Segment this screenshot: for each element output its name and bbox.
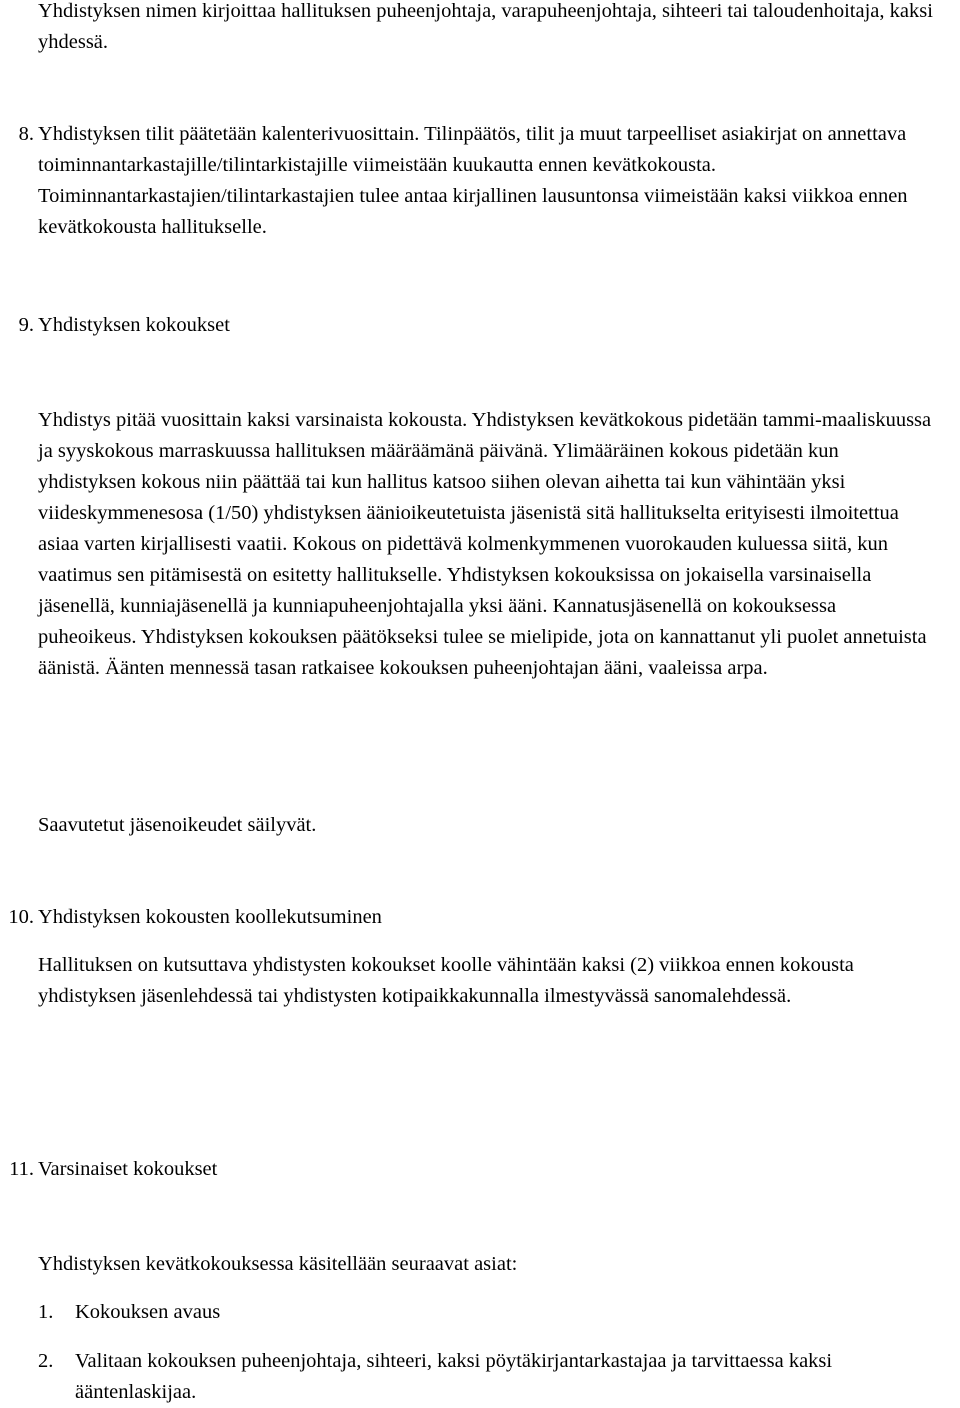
section-10-heading: Yhdistyksen kokousten koollekutsuminen bbox=[38, 906, 382, 928]
list-item-text: Kokouksen avaus bbox=[75, 1301, 221, 1323]
list-item-number: 2. bbox=[38, 1350, 54, 1372]
section-9-number: 9. bbox=[18, 314, 34, 336]
section-10-paragraph: Hallituksen on kutsuttava yhdistysten kokoukset koolle vähintään kaksi (2) viikkoa ennen kokousta yhdistyksen jäsenlehdessä tai yhdistysten kotipaikkakunnalla ilmestyvässä sanomalehdessä. bbox=[38, 954, 854, 1007]
section-10-number: 10. bbox=[8, 906, 34, 928]
section-9-paragraph: Yhdistys pitää vuosittain kaksi varsinaista kokousta. Yhdistyksen kevätkokous pidetään tammi-maaliskuussa ja syyskokous marraskuussa hallituksen määräämänä päivänä. Ylimääräinen kokous pidetään kun yhdistyksen kokous niin päättää tai kun hallitus katsoo siihen olevan aihetta tai kun vähintään yksi viideskymmenesosa (1/50) yhdistyksen äänioikeutetuista jäsenistä sitä hallitukselta erityisesti ilmoitettua asiaa varten kirjallisesti vaatii. Kokous on pidettävä kolmenkymmenen vuorokauden kuluessa siitä, kun vaatimus sen pitämisestä on esitetty hallitukselle. Yhdistyksen kokouksissa on jokaisella varsinaisella jäsenellä, kunniajäsenellä ja kunniapuheenjohtajalla yksi ääni. Kannatusjäsenellä on kokouksessa puheoikeus. Yhdistyksen kokouksen päätökseksi tulee se mielipide, jota on kannattanut yli puolet annetuista äänistä. Äänten mennessä tasan ratkaisee kokouksen puheenjohtajan ääni, vaaleissa arpa. bbox=[38, 409, 932, 679]
section-9-note: Saavutetut jäsenoikeudet säilyvät. bbox=[38, 814, 317, 836]
section-11-number: 11. bbox=[9, 1158, 34, 1180]
intro-paragraph: Yhdistyksen nimen kirjoittaa hallituksen puheenjohtaja, varapuheenjohtaja, sihteeri tai taloudenhoitaja, kaksi yhdessä. bbox=[38, 0, 933, 53]
section-8-number: 8. bbox=[18, 123, 34, 145]
list-item-text: Valitaan kokouksen puheenjohtaja, sihteeri, kaksi pöytäkirjantarkastajaa ja tarvittaessa kaksi ääntenlaskijaa. bbox=[75, 1350, 833, 1403]
section-11-heading: Varsinaiset kokoukset bbox=[38, 1158, 218, 1180]
list-item-number: 1. bbox=[38, 1301, 54, 1323]
section-11-intro: Yhdistyksen kevätkokouksessa käsitellään seuraavat asiat: bbox=[38, 1253, 518, 1275]
section-9-heading: Yhdistyksen kokoukset bbox=[38, 314, 230, 336]
section-8-text: Yhdistyksen tilit päätetään kalenterivuosittain. Tilinpäätös, tilit ja muut tarpeelliset asiakirjat on annettava toiminnantarkastajille/tilintarkistajille viimeistään kuukautta ennen kevätkokousta. Toiminnantarkastajien/tilintarkastajien tulee antaa kirjallinen lausuntonsa viimeistään kaksi viikkoa ennen kevätkokousta hallitukselle. bbox=[38, 123, 908, 238]
